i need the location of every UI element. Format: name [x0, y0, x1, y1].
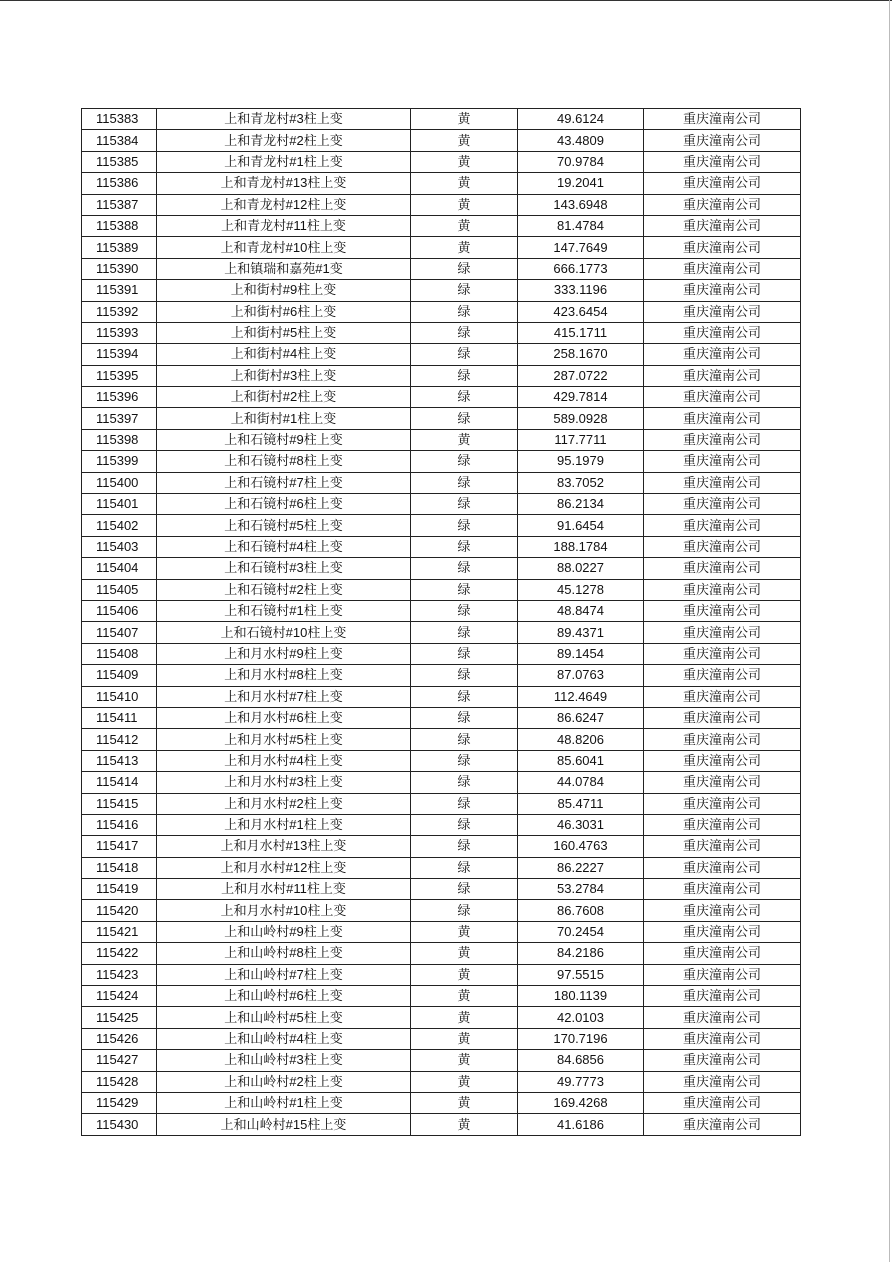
table-row: [82, 365, 801, 386]
status-color-cell: 绿: [411, 600, 518, 621]
value-cell: 86.2134: [518, 494, 644, 515]
value-cell: 423.6454: [518, 301, 644, 322]
status-color-cell: 绿: [411, 579, 518, 600]
company-cell: 重庆潼南公司: [644, 686, 801, 707]
company-cell: 重庆潼南公司: [644, 964, 801, 985]
value-cell: 43.4809: [518, 130, 644, 151]
table-row: [82, 814, 801, 835]
table-row: [82, 964, 801, 985]
company-cell: 重庆潼南公司: [644, 857, 801, 878]
id-cell: 115414: [82, 772, 157, 793]
value-cell: 429.7814: [518, 387, 644, 408]
table-row: [82, 986, 801, 1007]
status-color-cell: 黄: [411, 215, 518, 236]
table-row: [82, 772, 801, 793]
company-cell: 重庆潼南公司: [644, 344, 801, 365]
value-cell: 83.7052: [518, 472, 644, 493]
id-cell: 115413: [82, 750, 157, 771]
id-cell: 115402: [82, 515, 157, 536]
value-cell: 85.6041: [518, 750, 644, 771]
id-cell: 115421: [82, 921, 157, 942]
value-cell: 415.1711: [518, 322, 644, 343]
value-cell: 81.4784: [518, 215, 644, 236]
id-cell: 115386: [82, 173, 157, 194]
table-row: [82, 793, 801, 814]
transformer-name-cell: 上和街村#3柱上变: [157, 365, 411, 386]
transformer-name-cell: 上和石镜村#10柱上变: [157, 622, 411, 643]
status-color-cell: 绿: [411, 879, 518, 900]
table-row: [82, 622, 801, 643]
id-cell: 115425: [82, 1007, 157, 1028]
value-cell: 84.6856: [518, 1050, 644, 1071]
transformer-name-cell: 上和山岭村#8柱上变: [157, 943, 411, 964]
status-color-cell: 绿: [411, 387, 518, 408]
status-color-cell: 绿: [411, 408, 518, 429]
company-cell: 重庆潼南公司: [644, 643, 801, 664]
transformer-name-cell: 上和石镜村#1柱上变: [157, 600, 411, 621]
id-cell: 115384: [82, 130, 157, 151]
status-color-cell: 绿: [411, 258, 518, 279]
status-color-cell: 黄: [411, 151, 518, 172]
transformer-name-cell: 上和月水村#5柱上变: [157, 729, 411, 750]
transformer-name-cell: 上和月水村#2柱上变: [157, 793, 411, 814]
table-row: [82, 344, 801, 365]
value-cell: 95.1979: [518, 451, 644, 472]
id-cell: 115427: [82, 1050, 157, 1071]
table-row: [82, 1114, 801, 1135]
status-color-cell: 绿: [411, 836, 518, 857]
table-row: [82, 750, 801, 771]
transformer-name-cell: 上和石镜村#5柱上变: [157, 515, 411, 536]
status-color-cell: 绿: [411, 451, 518, 472]
company-cell: 重庆潼南公司: [644, 986, 801, 1007]
table-row: [82, 879, 801, 900]
table-row: [82, 429, 801, 450]
table-row: [82, 707, 801, 728]
transformer-name-cell: 上和山岭村#15柱上变: [157, 1114, 411, 1135]
status-color-cell: 绿: [411, 793, 518, 814]
company-cell: 重庆潼南公司: [644, 1007, 801, 1028]
status-color-cell: 绿: [411, 814, 518, 835]
id-cell: 115420: [82, 900, 157, 921]
company-cell: 重庆潼南公司: [644, 1071, 801, 1092]
company-cell: 重庆潼南公司: [644, 215, 801, 236]
table-row: [82, 408, 801, 429]
value-cell: 48.8206: [518, 729, 644, 750]
table-row: [82, 109, 801, 130]
id-cell: 115409: [82, 665, 157, 686]
company-cell: 重庆潼南公司: [644, 900, 801, 921]
company-cell: 重庆潼南公司: [644, 494, 801, 515]
status-color-cell: 绿: [411, 622, 518, 643]
table-row: [82, 194, 801, 215]
id-cell: 115430: [82, 1114, 157, 1135]
value-cell: 112.4649: [518, 686, 644, 707]
id-cell: 115390: [82, 258, 157, 279]
id-cell: 115424: [82, 986, 157, 1007]
transformer-name-cell: 上和石镜村#3柱上变: [157, 558, 411, 579]
status-color-cell: 黄: [411, 173, 518, 194]
value-cell: 89.4371: [518, 622, 644, 643]
value-cell: 44.0784: [518, 772, 644, 793]
transformer-name-cell: 上和山岭村#4柱上变: [157, 1028, 411, 1049]
status-color-cell: 绿: [411, 344, 518, 365]
company-cell: 重庆潼南公司: [644, 943, 801, 964]
value-cell: 188.1784: [518, 536, 644, 557]
value-cell: 169.4268: [518, 1092, 644, 1113]
transformer-table: [81, 108, 801, 1136]
transformer-name-cell: 上和街村#1柱上变: [157, 408, 411, 429]
table-row: [82, 322, 801, 343]
id-cell: 115399: [82, 451, 157, 472]
id-cell: 115426: [82, 1028, 157, 1049]
transformer-name-cell: 上和石镜村#4柱上变: [157, 536, 411, 557]
table-row: [82, 1050, 801, 1071]
company-cell: 重庆潼南公司: [644, 365, 801, 386]
company-cell: 重庆潼南公司: [644, 387, 801, 408]
value-cell: 258.1670: [518, 344, 644, 365]
id-cell: 115388: [82, 215, 157, 236]
table-row: [82, 1007, 801, 1028]
transformer-name-cell: 上和山岭村#9柱上变: [157, 921, 411, 942]
company-cell: 重庆潼南公司: [644, 429, 801, 450]
transformer-name-cell: 上和山岭村#7柱上变: [157, 964, 411, 985]
value-cell: 88.0227: [518, 558, 644, 579]
id-cell: 115417: [82, 836, 157, 857]
company-cell: 重庆潼南公司: [644, 793, 801, 814]
company-cell: 重庆潼南公司: [644, 130, 801, 151]
id-cell: 115393: [82, 322, 157, 343]
table-row: [82, 258, 801, 279]
table-row: [82, 130, 801, 151]
company-cell: 重庆潼南公司: [644, 750, 801, 771]
table-row: [82, 558, 801, 579]
table-row: [82, 173, 801, 194]
id-cell: 115392: [82, 301, 157, 322]
value-cell: 86.2227: [518, 857, 644, 878]
table-row: [82, 494, 801, 515]
table-row: [82, 1071, 801, 1092]
value-cell: 87.0763: [518, 665, 644, 686]
page-right-edge: [889, 0, 890, 1262]
transformer-name-cell: 上和青龙村#2柱上变: [157, 130, 411, 151]
company-cell: 重庆潼南公司: [644, 879, 801, 900]
table-row: [82, 472, 801, 493]
status-color-cell: 绿: [411, 472, 518, 493]
id-cell: 115423: [82, 964, 157, 985]
value-cell: 49.6124: [518, 109, 644, 130]
id-cell: 115415: [82, 793, 157, 814]
transformer-name-cell: 上和月水村#13柱上变: [157, 836, 411, 857]
transformer-name-cell: 上和街村#4柱上变: [157, 344, 411, 365]
company-cell: 重庆潼南公司: [644, 109, 801, 130]
table-row: [82, 215, 801, 236]
table-row: [82, 836, 801, 857]
status-color-cell: 黄: [411, 429, 518, 450]
transformer-name-cell: 上和月水村#10柱上变: [157, 900, 411, 921]
value-cell: 287.0722: [518, 365, 644, 386]
status-color-cell: 黄: [411, 921, 518, 942]
company-cell: 重庆潼南公司: [644, 280, 801, 301]
table-row: [82, 643, 801, 664]
status-color-cell: 绿: [411, 322, 518, 343]
transformer-name-cell: 上和青龙村#13柱上变: [157, 173, 411, 194]
company-cell: 重庆潼南公司: [644, 451, 801, 472]
value-cell: 53.2784: [518, 879, 644, 900]
value-cell: 333.1196: [518, 280, 644, 301]
table-row: [82, 515, 801, 536]
company-cell: 重庆潼南公司: [644, 558, 801, 579]
status-color-cell: 黄: [411, 109, 518, 130]
id-cell: 115418: [82, 857, 157, 878]
status-color-cell: 绿: [411, 857, 518, 878]
table-row: [82, 600, 801, 621]
id-cell: 115400: [82, 472, 157, 493]
transformer-name-cell: 上和山岭村#6柱上变: [157, 986, 411, 1007]
table-body: [82, 109, 801, 1136]
table-row: [82, 451, 801, 472]
table-row: [82, 1092, 801, 1113]
value-cell: 70.2454: [518, 921, 644, 942]
value-cell: 97.5515: [518, 964, 644, 985]
transformer-name-cell: 上和青龙村#11柱上变: [157, 215, 411, 236]
value-cell: 48.8474: [518, 600, 644, 621]
id-cell: 115387: [82, 194, 157, 215]
company-cell: 重庆潼南公司: [644, 665, 801, 686]
value-cell: 143.6948: [518, 194, 644, 215]
status-color-cell: 黄: [411, 1114, 518, 1135]
table-row: [82, 1028, 801, 1049]
status-color-cell: 绿: [411, 900, 518, 921]
company-cell: 重庆潼南公司: [644, 1028, 801, 1049]
company-cell: 重庆潼南公司: [644, 600, 801, 621]
company-cell: 重庆潼南公司: [644, 322, 801, 343]
table-row: [82, 387, 801, 408]
id-cell: 115429: [82, 1092, 157, 1113]
table-row: [82, 857, 801, 878]
status-color-cell: 黄: [411, 1050, 518, 1071]
value-cell: 160.4763: [518, 836, 644, 857]
value-cell: 41.6186: [518, 1114, 644, 1135]
id-cell: 115416: [82, 814, 157, 835]
value-cell: 84.2186: [518, 943, 644, 964]
transformer-name-cell: 上和月水村#3柱上变: [157, 772, 411, 793]
value-cell: 70.9784: [518, 151, 644, 172]
value-cell: 49.7773: [518, 1071, 644, 1092]
value-cell: 19.2041: [518, 173, 644, 194]
id-cell: 115397: [82, 408, 157, 429]
status-color-cell: 绿: [411, 280, 518, 301]
table-row: [82, 301, 801, 322]
transformer-name-cell: 上和山岭村#3柱上变: [157, 1050, 411, 1071]
value-cell: 45.1278: [518, 579, 644, 600]
value-cell: 46.3031: [518, 814, 644, 835]
value-cell: 589.0928: [518, 408, 644, 429]
table-row: [82, 536, 801, 557]
transformer-name-cell: 上和石镜村#8柱上变: [157, 451, 411, 472]
id-cell: 115411: [82, 707, 157, 728]
status-color-cell: 黄: [411, 1092, 518, 1113]
value-cell: 85.4711: [518, 793, 644, 814]
value-cell: 91.6454: [518, 515, 644, 536]
company-cell: 重庆潼南公司: [644, 836, 801, 857]
transformer-name-cell: 上和石镜村#6柱上变: [157, 494, 411, 515]
id-cell: 115410: [82, 686, 157, 707]
transformer-name-cell: 上和山岭村#2柱上变: [157, 1071, 411, 1092]
table-row: [82, 579, 801, 600]
status-color-cell: 黄: [411, 1071, 518, 1092]
table-row: [82, 900, 801, 921]
id-cell: 115412: [82, 729, 157, 750]
id-cell: 115389: [82, 237, 157, 258]
transformer-name-cell: 上和山岭村#1柱上变: [157, 1092, 411, 1113]
id-cell: 115395: [82, 365, 157, 386]
table-row: [82, 729, 801, 750]
status-color-cell: 绿: [411, 772, 518, 793]
id-cell: 115428: [82, 1071, 157, 1092]
id-cell: 115408: [82, 643, 157, 664]
status-color-cell: 绿: [411, 558, 518, 579]
value-cell: 117.7711: [518, 429, 644, 450]
status-color-cell: 黄: [411, 1007, 518, 1028]
transformer-name-cell: 上和月水村#8柱上变: [157, 665, 411, 686]
transformer-name-cell: 上和街村#2柱上变: [157, 387, 411, 408]
company-cell: 重庆潼南公司: [644, 194, 801, 215]
transformer-name-cell: 上和青龙村#10柱上变: [157, 237, 411, 258]
value-cell: 42.0103: [518, 1007, 644, 1028]
id-cell: 115404: [82, 558, 157, 579]
transformer-name-cell: 上和青龙村#3柱上变: [157, 109, 411, 130]
status-color-cell: 黄: [411, 194, 518, 215]
status-color-cell: 黄: [411, 130, 518, 151]
transformer-name-cell: 上和青龙村#1柱上变: [157, 151, 411, 172]
value-cell: 180.1139: [518, 986, 644, 1007]
id-cell: 115391: [82, 280, 157, 301]
transformer-name-cell: 上和月水村#12柱上变: [157, 857, 411, 878]
table-row: [82, 921, 801, 942]
page-top-border: [0, 0, 892, 1]
id-cell: 115406: [82, 600, 157, 621]
company-cell: 重庆潼南公司: [644, 472, 801, 493]
id-cell: 115403: [82, 536, 157, 557]
company-cell: 重庆潼南公司: [644, 814, 801, 835]
company-cell: 重庆潼南公司: [644, 729, 801, 750]
company-cell: 重庆潼南公司: [644, 408, 801, 429]
table-row: [82, 280, 801, 301]
table-row: [82, 665, 801, 686]
id-cell: 115385: [82, 151, 157, 172]
value-cell: 170.7196: [518, 1028, 644, 1049]
id-cell: 115396: [82, 387, 157, 408]
id-cell: 115407: [82, 622, 157, 643]
id-cell: 115394: [82, 344, 157, 365]
id-cell: 115405: [82, 579, 157, 600]
company-cell: 重庆潼南公司: [644, 258, 801, 279]
table-row: [82, 686, 801, 707]
company-cell: 重庆潼南公司: [644, 772, 801, 793]
company-cell: 重庆潼南公司: [644, 301, 801, 322]
company-cell: 重庆潼南公司: [644, 1114, 801, 1135]
transformer-name-cell: 上和月水村#6柱上变: [157, 707, 411, 728]
status-color-cell: 黄: [411, 986, 518, 1007]
transformer-name-cell: 上和石镜村#9柱上变: [157, 429, 411, 450]
transformer-name-cell: 上和街村#5柱上变: [157, 322, 411, 343]
company-cell: 重庆潼南公司: [644, 536, 801, 557]
status-color-cell: 绿: [411, 643, 518, 664]
id-cell: 115401: [82, 494, 157, 515]
status-color-cell: 黄: [411, 943, 518, 964]
value-cell: 86.6247: [518, 707, 644, 728]
status-color-cell: 绿: [411, 665, 518, 686]
table-row: [82, 151, 801, 172]
status-color-cell: 绿: [411, 707, 518, 728]
value-cell: 147.7649: [518, 237, 644, 258]
status-color-cell: 绿: [411, 729, 518, 750]
company-cell: 重庆潼南公司: [644, 515, 801, 536]
company-cell: 重庆潼南公司: [644, 622, 801, 643]
company-cell: 重庆潼南公司: [644, 151, 801, 172]
status-color-cell: 绿: [411, 686, 518, 707]
company-cell: 重庆潼南公司: [644, 707, 801, 728]
transformer-name-cell: 上和石镜村#7柱上变: [157, 472, 411, 493]
status-color-cell: 绿: [411, 494, 518, 515]
company-cell: 重庆潼南公司: [644, 1092, 801, 1113]
id-cell: 115419: [82, 879, 157, 900]
company-cell: 重庆潼南公司: [644, 921, 801, 942]
status-color-cell: 绿: [411, 365, 518, 386]
status-color-cell: 绿: [411, 536, 518, 557]
status-color-cell: 绿: [411, 515, 518, 536]
transformer-name-cell: 上和青龙村#12柱上变: [157, 194, 411, 215]
transformer-name-cell: 上和月水村#11柱上变: [157, 879, 411, 900]
transformer-name-cell: 上和街村#9柱上变: [157, 280, 411, 301]
transformer-name-cell: 上和石镜村#2柱上变: [157, 579, 411, 600]
status-color-cell: 绿: [411, 301, 518, 322]
transformer-name-cell: 上和镇瑞和嘉苑#1变: [157, 258, 411, 279]
transformer-name-cell: 上和山岭村#5柱上变: [157, 1007, 411, 1028]
status-color-cell: 黄: [411, 237, 518, 258]
status-color-cell: 绿: [411, 750, 518, 771]
value-cell: 89.1454: [518, 643, 644, 664]
transformer-name-cell: 上和街村#6柱上变: [157, 301, 411, 322]
table-row: [82, 943, 801, 964]
company-cell: 重庆潼南公司: [644, 579, 801, 600]
transformer-name-cell: 上和月水村#9柱上变: [157, 643, 411, 664]
value-cell: 86.7608: [518, 900, 644, 921]
company-cell: 重庆潼南公司: [644, 173, 801, 194]
transformer-name-cell: 上和月水村#7柱上变: [157, 686, 411, 707]
table-row: [82, 237, 801, 258]
status-color-cell: 黄: [411, 964, 518, 985]
value-cell: 666.1773: [518, 258, 644, 279]
transformer-name-cell: 上和月水村#4柱上变: [157, 750, 411, 771]
transformer-name-cell: 上和月水村#1柱上变: [157, 814, 411, 835]
id-cell: 115422: [82, 943, 157, 964]
company-cell: 重庆潼南公司: [644, 237, 801, 258]
id-cell: 115398: [82, 429, 157, 450]
id-cell: 115383: [82, 109, 157, 130]
company-cell: 重庆潼南公司: [644, 1050, 801, 1071]
status-color-cell: 黄: [411, 1028, 518, 1049]
